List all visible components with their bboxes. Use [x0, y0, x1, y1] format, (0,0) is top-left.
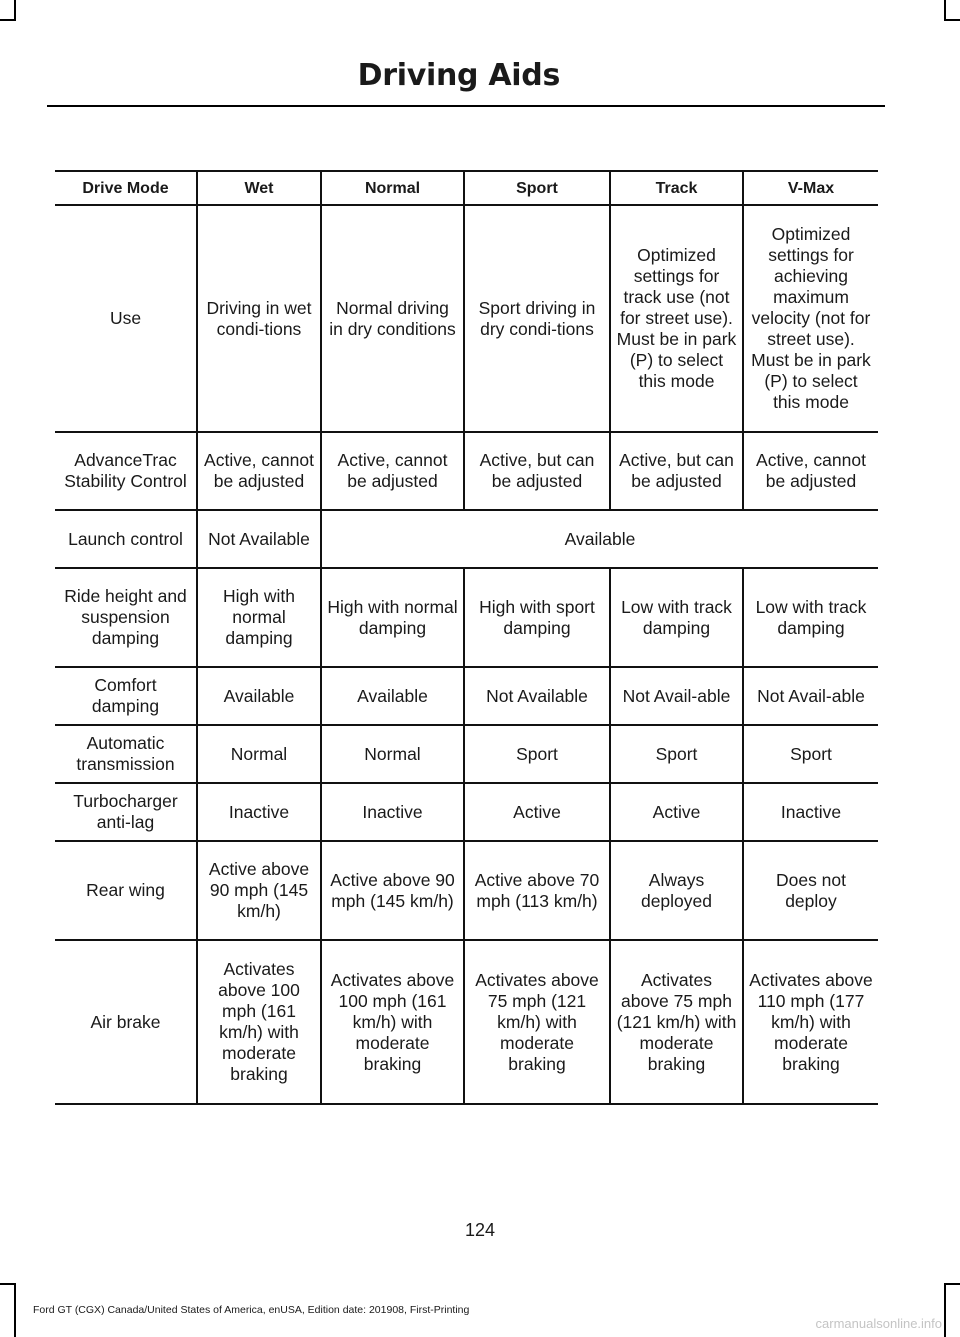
row-label: Ride height and suspension damping: [55, 568, 197, 667]
row-label: Turbocharger anti-lag: [55, 783, 197, 841]
table-cell: Optimized settings for track use (not for street use). Must be in park (P) to select this mode: [610, 205, 743, 432]
table-row: [55, 667, 878, 725]
table-cell: Active: [464, 783, 610, 841]
table-row: [55, 568, 878, 667]
table-cell: Not Avail-able: [610, 667, 743, 725]
table-cell: Not Available: [464, 667, 610, 725]
row-label: Air brake: [55, 940, 197, 1104]
crop-mark: [14, 0, 16, 20]
crop-mark: [944, 1283, 946, 1337]
crop-mark: [944, 1283, 960, 1285]
table-header-row: [55, 171, 878, 205]
table-row: [55, 783, 878, 841]
table-cell: Does not deploy: [743, 841, 878, 940]
table-cell: Activates above 110 mph (177 km/h) with moderate braking: [743, 940, 878, 1104]
table-cell: Available: [321, 667, 464, 725]
table-cell: Always deployed: [610, 841, 743, 940]
table-cell: Active above 70 mph (113 km/h): [464, 841, 610, 940]
page-number: 124: [464, 1220, 496, 1240]
header-rule: [47, 105, 885, 107]
drive-mode-table: [55, 170, 878, 1105]
row-label: AdvanceTrac Stability Control: [55, 432, 197, 510]
table-cell: Not Available: [197, 510, 321, 568]
row-label: Automatic transmission: [55, 725, 197, 783]
table-cell: Driving in wet condi-tions: [197, 205, 321, 432]
crop-mark: [944, 0, 946, 20]
table-cell: Activates above 75 mph (121 km/h) with moderate braking: [610, 940, 743, 1104]
table-row: [55, 432, 878, 510]
table-cell: High with sport damping: [464, 568, 610, 667]
table-cell: Optimized settings for achieving maximum velocity (not for street use). Must be in park (P) to select this mode: [743, 205, 878, 432]
footer-edition-info: Ford GT (CGX) Canada/United States of America, enUSA, Edition date: 201908, First-Printing: [33, 1304, 470, 1316]
row-label: Use: [55, 205, 197, 432]
table-cell: Activates above 100 mph (161 km/h) with moderate braking: [197, 940, 321, 1104]
crop-mark: [14, 1283, 16, 1337]
table-cell: Active, cannot be adjusted: [321, 432, 464, 510]
table-cell: Available: [197, 667, 321, 725]
table-cell: Active above 90 mph (145 km/h): [197, 841, 321, 940]
table-cell: Sport: [743, 725, 878, 783]
table-row: [55, 725, 878, 783]
table-row: [55, 940, 878, 1104]
table-cell: Not Avail-able: [743, 667, 878, 725]
page-title: Driving Aids: [357, 58, 560, 93]
row-label: Rear wing: [55, 841, 197, 940]
table-cell: Normal: [197, 725, 321, 783]
crop-mark: [0, 19, 16, 21]
table-row: [55, 205, 878, 432]
crop-mark: [0, 1283, 16, 1285]
table-cell-merged: Available: [321, 510, 878, 568]
table-cell: Activates above 100 mph (161 km/h) with moderate braking: [321, 940, 464, 1104]
table-cell: Activates above 75 mph (121 km/h) with moderate braking: [464, 940, 610, 1104]
column-header: Drive Mode: [55, 171, 197, 205]
table-cell: High with normal damping: [197, 568, 321, 667]
column-header: Sport: [464, 171, 610, 205]
table-row: [55, 841, 878, 940]
table-cell: Active, cannot be adjusted: [743, 432, 878, 510]
table-cell: Active, cannot be adjusted: [197, 432, 321, 510]
row-label: Comfort damping: [55, 667, 197, 725]
table-cell: High with normal damping: [321, 568, 464, 667]
table-cell: Inactive: [321, 783, 464, 841]
table-cell: Active, but can be adjusted: [610, 432, 743, 510]
watermark: carmanualsonline.info: [815, 1316, 942, 1331]
row-label: Launch control: [55, 510, 197, 568]
crop-mark: [944, 19, 960, 21]
table-cell: Sport: [464, 725, 610, 783]
column-header: Normal: [321, 171, 464, 205]
table-cell: Active above 90 mph (145 km/h): [321, 841, 464, 940]
table-cell: Inactive: [197, 783, 321, 841]
table-cell: Active, but can be adjusted: [464, 432, 610, 510]
column-header: Wet: [197, 171, 321, 205]
table-cell: Sport driving in dry condi-tions: [464, 205, 610, 432]
table-row: [55, 510, 878, 568]
table-cell: Normal: [321, 725, 464, 783]
table-cell: Active: [610, 783, 743, 841]
column-header: Track: [610, 171, 743, 205]
table-cell: Low with track damping: [610, 568, 743, 667]
column-header: V-Max: [743, 171, 878, 205]
table-cell: Normal driving in dry conditions: [321, 205, 464, 432]
table-cell: Sport: [610, 725, 743, 783]
table-cell: Inactive: [743, 783, 878, 841]
table-cell: Low with track damping: [743, 568, 878, 667]
